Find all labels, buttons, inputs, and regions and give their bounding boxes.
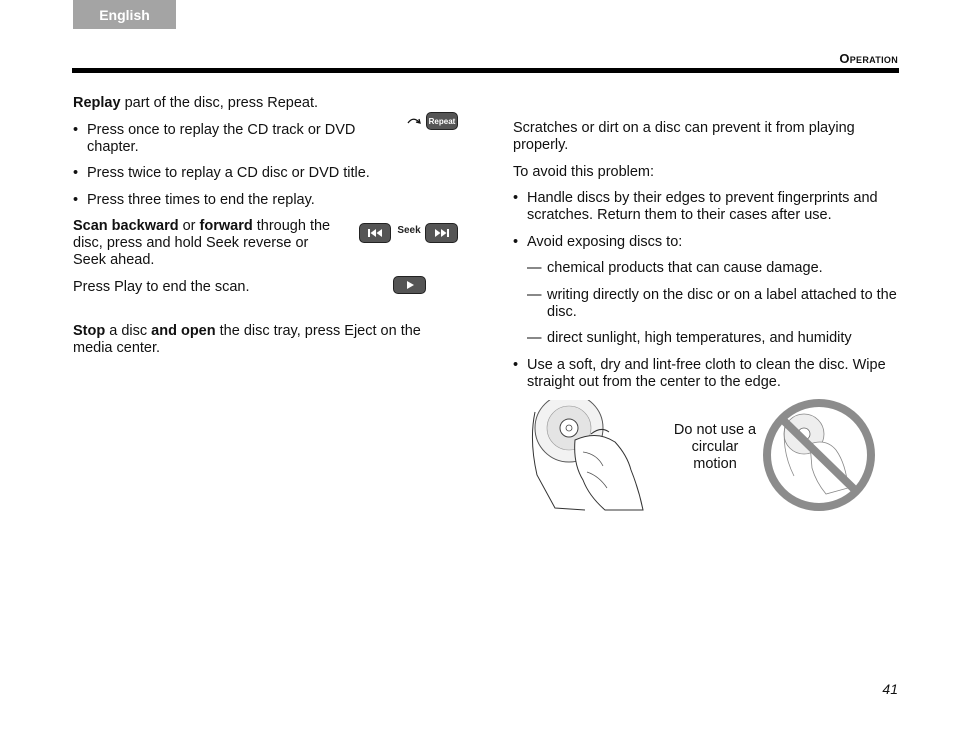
replay-paragraph (73, 95, 373, 112)
replay-bullet-2: • Press twice to replay a CD disc or DVD title. (73, 165, 427, 182)
care-bullet-3: • Use a soft, dry and lint-free cloth to clean the disc. Wipe straight out from the center to the edge. (513, 357, 902, 391)
avoid-item-1: — chemical products that can cause damage. (527, 260, 897, 277)
replay-bullet-3: • Press three times to end the replay. (73, 192, 427, 209)
avoid-problem-text: To avoid this problem: (513, 164, 655, 180)
stop-text: the disc tray, press Eject on the media center. (73, 323, 421, 356)
circular-motion-caption: Do not use a circular motion (673, 422, 757, 472)
repeat-button[interactable] (426, 112, 458, 130)
stop-bold-2: and open (151, 323, 216, 339)
scan-paragraph (73, 218, 343, 269)
avoid-item-3: — direct sunlight, high temperatures, and humidity (527, 330, 917, 347)
stop-paragraph (73, 323, 463, 357)
disc-cleaning-illustration (527, 400, 652, 512)
repeat-button-label: Repeat (428, 116, 456, 126)
page-number: 41 (882, 681, 898, 697)
no-circular-motion-icon (760, 398, 878, 514)
skip-back-icon (367, 228, 383, 238)
disc-care-intro: Scratches or dirt on a disc can prevent it from playing properly. (513, 120, 855, 153)
replay-text: part of the disc, press Repeat. (120, 95, 319, 111)
skip-forward-icon (434, 228, 450, 238)
seek-reverse-button[interactable] (359, 223, 391, 243)
scan-bold-1: Scan backward (73, 218, 179, 234)
scan-mid: or (178, 218, 200, 234)
scan-bold-2: forward (199, 218, 253, 234)
care-bullet-2: • Avoid exposing discs to: (513, 234, 902, 251)
replay-bold: Replay (73, 95, 121, 111)
seek-label: Seek (397, 225, 421, 236)
section-title: Operation (839, 51, 898, 66)
language-tab[interactable]: English (73, 0, 176, 29)
stop-mid: a disc (105, 323, 152, 339)
repeat-arrow-icon (406, 115, 424, 127)
scan-text: through the disc, press and hold Seek reverse or Seek ahead. (73, 218, 331, 268)
play-icon (405, 280, 415, 290)
stop-bold-1: Stop (73, 323, 106, 339)
seek-ahead-button[interactable] (425, 223, 458, 243)
scan-end-text: Press Play to end the scan. (73, 279, 250, 295)
avoid-item-2: — writing directly on the disc or on a label attached to the disc. (527, 287, 897, 321)
replay-bullet-1: • Press once to replay the CD track or DVD chapter. (73, 122, 357, 156)
header-rule (72, 68, 899, 73)
care-bullet-1: • Handle discs by their edges to prevent fingerprints and scratches. Return them to their cases after use. (513, 190, 902, 224)
play-button[interactable] (393, 276, 426, 294)
